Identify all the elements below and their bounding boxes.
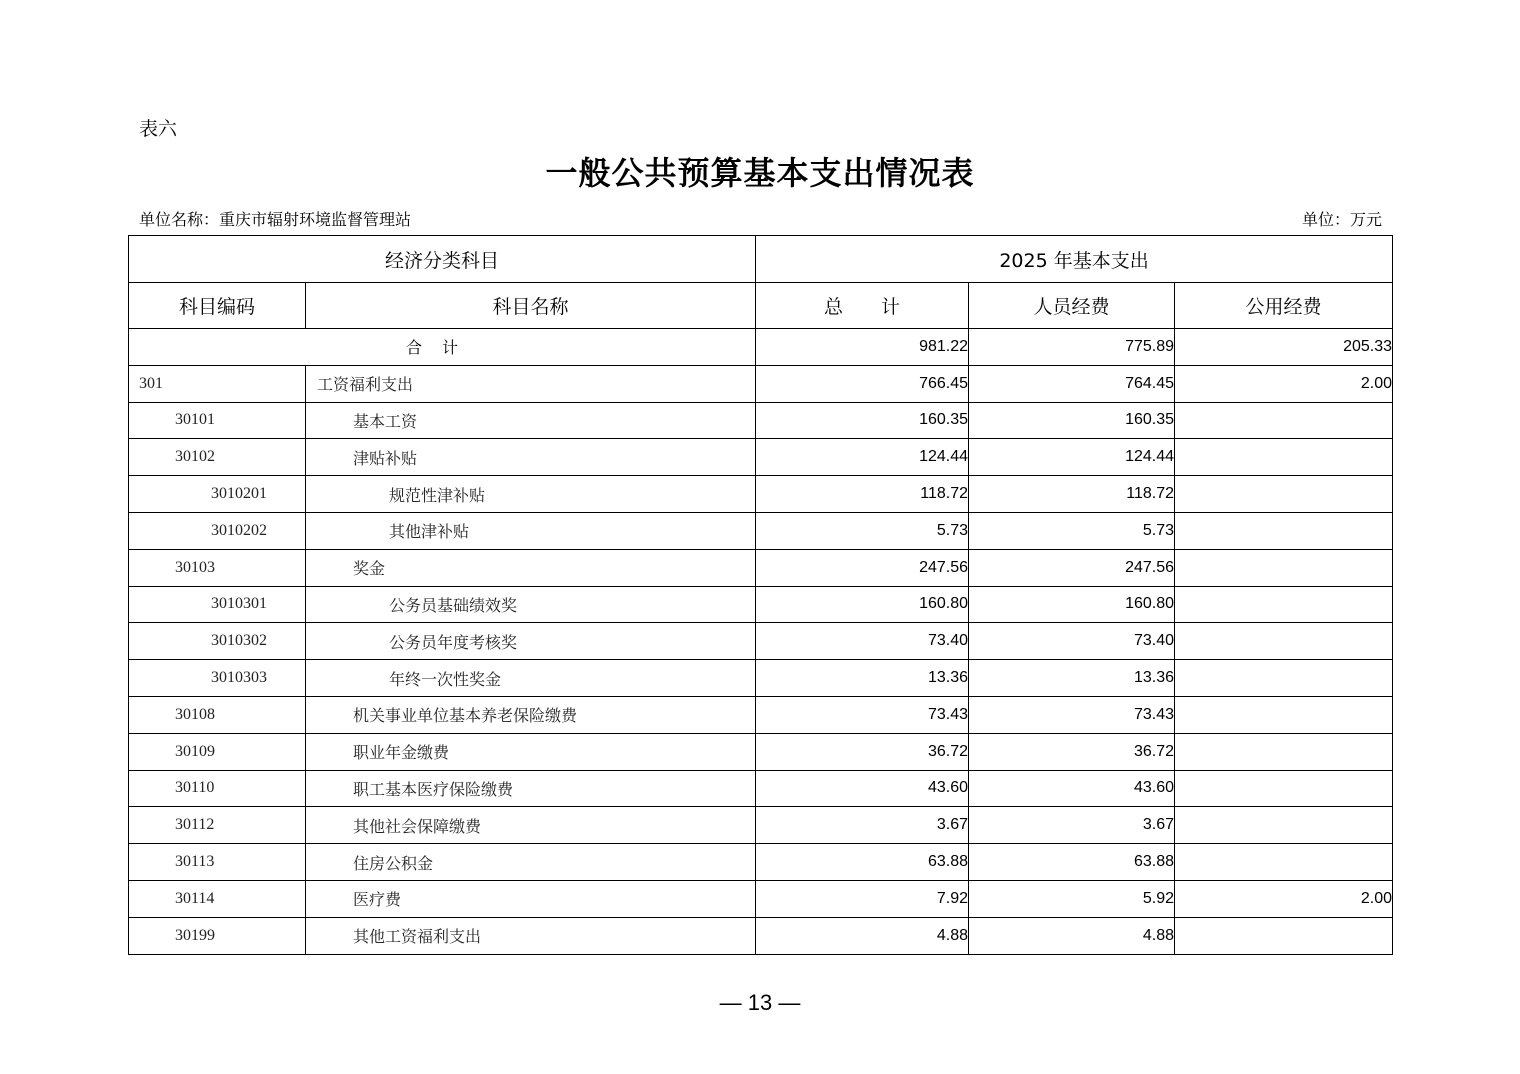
column-header-total: 总 计 xyxy=(756,283,969,329)
table-row xyxy=(129,623,1393,660)
row-code: 30199 xyxy=(129,917,306,954)
row-code: 30108 xyxy=(129,696,306,733)
total-cell-personnel: 775.89 xyxy=(969,329,1175,366)
row-code: 30109 xyxy=(129,733,306,770)
row-total: 118.72 xyxy=(756,476,969,513)
row-public xyxy=(1175,402,1393,439)
unit-measure: 单位：万元 xyxy=(1301,210,1382,229)
table-row xyxy=(129,844,1393,881)
row-total: 7.92 xyxy=(756,880,969,917)
row-name: 基本工资 xyxy=(306,402,756,439)
row-personnel: 5.92 xyxy=(969,880,1175,917)
total-row xyxy=(129,329,1393,366)
row-total: 3.67 xyxy=(756,807,969,844)
row-code: 3010302 xyxy=(129,623,306,660)
group-header-economic-category: 经济分类科目 xyxy=(129,236,756,283)
row-name: 其他津补贴 xyxy=(306,512,756,549)
row-total: 4.88 xyxy=(756,917,969,954)
row-code: 30110 xyxy=(129,770,306,807)
row-total: 766.45 xyxy=(756,365,969,402)
row-personnel: 160.80 xyxy=(969,586,1175,623)
document-title: 一般公共预算基本支出情况表 xyxy=(545,154,975,192)
row-personnel: 13.36 xyxy=(969,660,1175,697)
budget-table xyxy=(128,235,1393,955)
total-label: 合计 xyxy=(129,329,756,366)
row-public xyxy=(1175,844,1393,881)
row-personnel: 43.60 xyxy=(969,770,1175,807)
row-code: 30103 xyxy=(129,549,306,586)
row-public xyxy=(1175,549,1393,586)
row-code: 301 xyxy=(129,365,306,402)
row-total: 160.35 xyxy=(756,402,969,439)
table-row xyxy=(129,365,1393,402)
row-public xyxy=(1175,660,1393,697)
row-personnel: 36.72 xyxy=(969,733,1175,770)
column-header-personnel: 人员经费 xyxy=(969,283,1175,329)
row-name: 其他工资福利支出 xyxy=(306,917,756,954)
row-name: 其他社会保障缴费 xyxy=(306,807,756,844)
row-personnel: 73.43 xyxy=(969,696,1175,733)
table-row xyxy=(129,917,1393,954)
row-personnel: 118.72 xyxy=(969,476,1175,513)
row-personnel: 4.88 xyxy=(969,917,1175,954)
row-name: 年终一次性奖金 xyxy=(306,660,756,697)
row-total: 13.36 xyxy=(756,660,969,697)
row-public xyxy=(1175,623,1393,660)
row-total: 247.56 xyxy=(756,549,969,586)
row-code: 3010201 xyxy=(129,476,306,513)
row-public xyxy=(1175,807,1393,844)
row-name: 规范性津补贴 xyxy=(306,476,756,513)
row-personnel: 124.44 xyxy=(969,439,1175,476)
row-personnel: 160.35 xyxy=(969,402,1175,439)
total-cell-public: 205.33 xyxy=(1175,329,1393,366)
column-header-public: 公用经费 xyxy=(1175,283,1393,329)
row-personnel: 3.67 xyxy=(969,807,1175,844)
table-label: 表六 xyxy=(139,118,178,140)
row-name: 职业年金缴费 xyxy=(306,733,756,770)
row-code: 30102 xyxy=(129,439,306,476)
table-row xyxy=(129,660,1393,697)
row-public: 2.00 xyxy=(1175,880,1393,917)
table-row xyxy=(129,586,1393,623)
table-row xyxy=(129,770,1393,807)
row-name: 工资福利支出 xyxy=(306,365,756,402)
row-code: 3010202 xyxy=(129,512,306,549)
table-row xyxy=(129,512,1393,549)
column-header-code: 科目编码 xyxy=(129,283,306,329)
row-total: 73.40 xyxy=(756,623,969,660)
table-row xyxy=(129,402,1393,439)
row-public xyxy=(1175,586,1393,623)
table-row xyxy=(129,880,1393,917)
row-name: 职工基本医疗保险缴费 xyxy=(306,770,756,807)
row-name: 机关事业单位基本养老保险缴费 xyxy=(306,696,756,733)
row-total: 160.80 xyxy=(756,586,969,623)
unit-name: 单位名称：重庆市辐射环境监督管理站 xyxy=(139,210,412,229)
row-public xyxy=(1175,439,1393,476)
row-total: 36.72 xyxy=(756,733,969,770)
group-header-row xyxy=(129,236,1393,283)
row-code: 3010301 xyxy=(129,586,306,623)
row-total: 5.73 xyxy=(756,512,969,549)
row-public: 2.00 xyxy=(1175,365,1393,402)
row-code: 30101 xyxy=(129,402,306,439)
row-name: 住房公积金 xyxy=(306,844,756,881)
row-total: 63.88 xyxy=(756,844,969,881)
row-public xyxy=(1175,733,1393,770)
row-public xyxy=(1175,696,1393,733)
row-name: 奖金 xyxy=(306,549,756,586)
total-cell-total: 981.22 xyxy=(756,329,969,366)
row-personnel: 5.73 xyxy=(969,512,1175,549)
table-row xyxy=(129,549,1393,586)
row-name: 公务员年度考核奖 xyxy=(306,623,756,660)
row-code: 3010303 xyxy=(129,660,306,697)
table-row xyxy=(129,696,1393,733)
table-row xyxy=(129,439,1393,476)
row-code: 30112 xyxy=(129,807,306,844)
column-header-name: 科目名称 xyxy=(306,283,756,329)
row-personnel: 73.40 xyxy=(969,623,1175,660)
table-row xyxy=(129,733,1393,770)
row-code: 30113 xyxy=(129,844,306,881)
row-name: 津贴补贴 xyxy=(306,439,756,476)
row-public xyxy=(1175,476,1393,513)
row-name: 公务员基础绩效奖 xyxy=(306,586,756,623)
row-total: 124.44 xyxy=(756,439,969,476)
column-header-row xyxy=(129,283,1393,329)
group-header-basic-expenditure: 2025 年基本支出 xyxy=(756,236,1393,283)
row-public xyxy=(1175,770,1393,807)
row-personnel: 764.45 xyxy=(969,365,1175,402)
row-total: 43.60 xyxy=(756,770,969,807)
row-name: 医疗费 xyxy=(306,880,756,917)
page-number: — 13 — xyxy=(719,990,801,1015)
row-personnel: 63.88 xyxy=(969,844,1175,881)
row-personnel: 247.56 xyxy=(969,549,1175,586)
row-total: 73.43 xyxy=(756,696,969,733)
table-row xyxy=(129,476,1393,513)
row-public xyxy=(1175,917,1393,954)
row-public xyxy=(1175,512,1393,549)
table-row xyxy=(129,807,1393,844)
row-code: 30114 xyxy=(129,880,306,917)
